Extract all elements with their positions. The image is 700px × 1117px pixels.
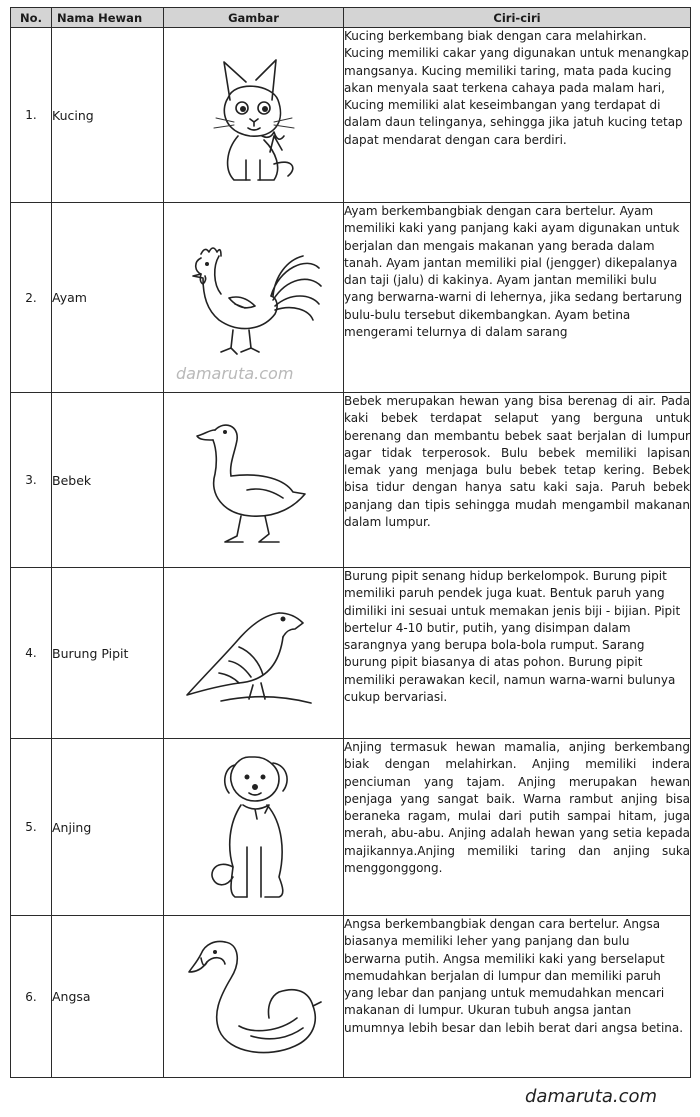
animal-description: Angsa berkembangbiak dengan cara bertelur. Angsa biasanya memiliki leher yang panjang dan bulu berwarna putih. Angsa memiliki kaki yang berselaput memudahkan berjalan di lumpur dan memiliki paruh yang lebar dan panjang untuk memudahkan mencari makanan di lumpur. Ukuran tubuh angsa jantan umumnya lebih besar dan lebih berat dari angsa betina. xyxy=(344,916,691,1078)
row-number: 2. xyxy=(11,203,52,393)
animal-table xyxy=(10,7,691,1078)
table-row xyxy=(11,739,691,916)
table-row xyxy=(11,916,691,1078)
animal-name: Angsa xyxy=(52,916,164,1078)
animal-description: Anjing termasuk hewan mamalia, anjing berkembang biak dengan melahirkan. Anjing memiliki indera penciuman yang tajam. Anjing merupakan hewan penjaga yang sangat baik. Warna rambut anjing bisa beraneka ragam, mulai dari putih sampai hitam, juga merah, abu-abu. Anjing adalah hewan yang setia kepada majikannya.Anjing memiliki taring dan anjing suka menggonggong. xyxy=(344,739,691,916)
header-name: Nama Hewan xyxy=(52,8,164,28)
animal-name: Anjing xyxy=(52,739,164,916)
rooster-drawing-icon xyxy=(179,238,329,358)
animal-description: Ayam berkembangbiak dengan cara bertelur. Ayam memiliki kaki yang panjang kaki ayam digunakan untuk berjalan dan mengais makanan yang berada dalam tanah. Ayam jantan memiliki pial (jengger) dikepalanya dan taji (jalu) di kakinya. Ayam jantan memiliki bulu yang berwarna-warni di lehernya, jika sedang bertarung bulu-bulu tersebut dikembangkan. Ayam betina mengerami telurnya di dalam sarang xyxy=(344,203,691,393)
duck-drawing-icon xyxy=(189,410,319,550)
cat-drawing-icon xyxy=(194,40,314,190)
animal-name: Ayam xyxy=(52,203,164,393)
table-row xyxy=(11,28,691,203)
row-number: 3. xyxy=(11,393,52,568)
swan-drawing-icon xyxy=(179,922,329,1072)
row-number: 5. xyxy=(11,739,52,916)
animal-name: Kucing xyxy=(52,28,164,203)
animal-description: Burung pipit senang hidup berkelompok. Burung pipit memiliki paruh pendek juga kuat. Bentuk paruh yang dimiliki ini sesuai untuk memakan jenis biji - bijian. Pipit bertelur 4-10 butir, putih, yang disimpan dalam sarangnya yang berupa bola-bola rumput. Sarang burung pipit biasanya di atas pohon. Burung pipit memiliki perawakan kecil, namun warna-warni bulunya cukup bervariasi. xyxy=(344,568,691,739)
watermark-footer: damaruta.com xyxy=(525,1086,658,1107)
sparrow-drawing-icon xyxy=(179,591,329,716)
watermark-middle: damaruta.com xyxy=(176,364,294,383)
row-number: 6. xyxy=(11,916,52,1078)
header-no: No. xyxy=(11,8,52,28)
header-image: Gambar xyxy=(164,8,344,28)
animal-name: Burung Pipit xyxy=(52,568,164,739)
row-number: 4. xyxy=(11,568,52,739)
table-row xyxy=(11,393,691,568)
table-header-row xyxy=(11,8,691,28)
table-row xyxy=(11,568,691,739)
animal-name: Bebek xyxy=(52,393,164,568)
animal-description: Bebek merupakan hewan yang bisa berenag di air. Pada kaki bebek terdapat selaput yang berguna untuk berenang dan membantu bebek saat berjalan di lumpur agar tidak terperosok. Bulu bebek memiliki lapisan lemak yang menjaga bulu bebek tetap kering. Bebek bisa tidur dengan hanya satu kaki saja. Paruh bebek panjang dan tipis sehingga mudah mengambil makanan dalam lumpur. xyxy=(344,393,691,568)
table-row xyxy=(11,203,691,393)
header-traits: Ciri-ciri xyxy=(344,8,691,28)
dog-drawing-icon xyxy=(199,747,309,907)
animal-description: Kucing berkembang biak dengan cara melahirkan. Kucing memiliki cakar yang digunakan untuk menangkap mangsanya. Kucing memiliki taring, mata pada kucing akan menyala saat terkena cahaya pada malam hari, Kucing memiliki alat keseimbangan yang terdapat di dalam daun telinganya, sehingga jika jatuh kucing tetap dapat mendarat dengan cara berdiri. xyxy=(344,28,691,203)
row-number: 1. xyxy=(11,28,52,203)
